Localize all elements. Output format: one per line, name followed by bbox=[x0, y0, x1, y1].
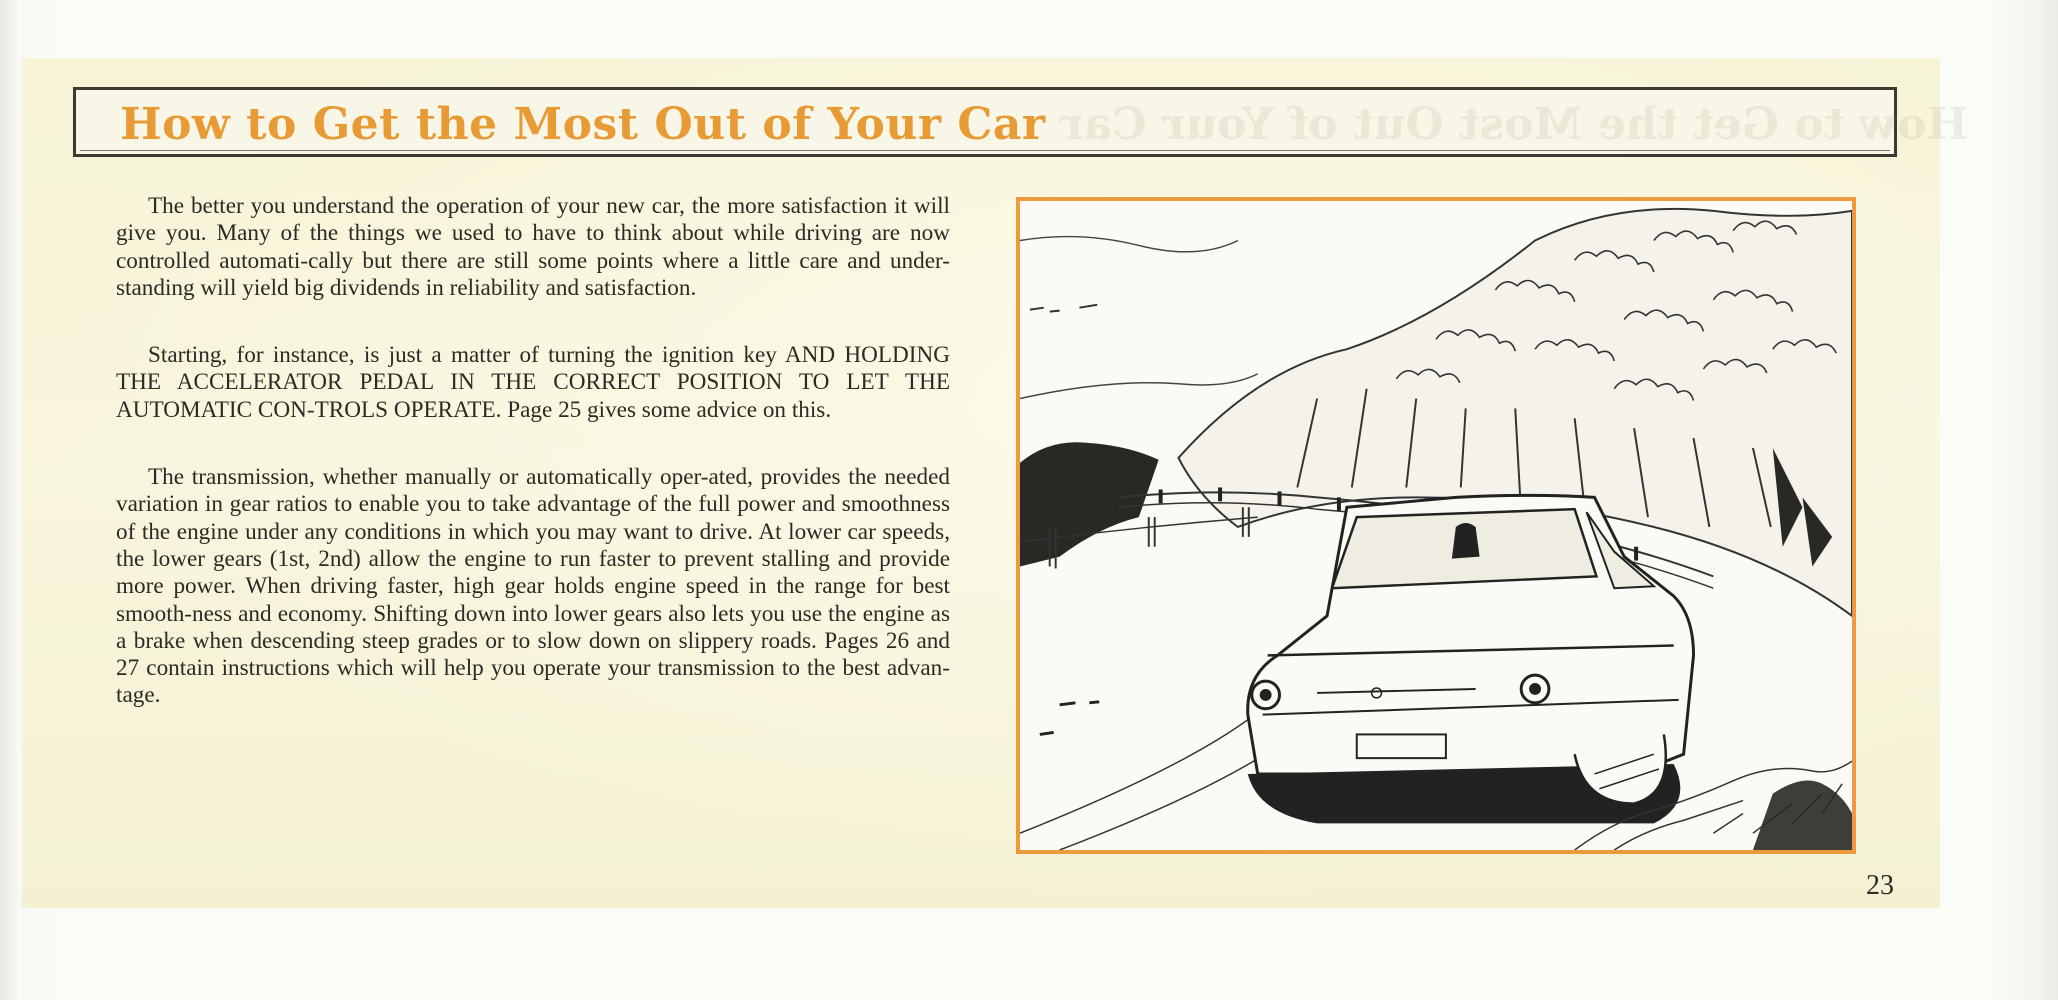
mountain-road-drawing bbox=[1020, 201, 1852, 850]
car-drawing bbox=[1248, 495, 1694, 823]
car-illustration bbox=[1016, 197, 1856, 854]
paragraph-transmission: The transmission, whether manually or automatically oper-ated, provides the needed variation in gear ratios to enable you to take advantage of the full power and smoothness of the engine under any conditions in which you may want to drive. At lower car speeds, the lower gears (1st, 2nd) allow the engine to run faster to prevent stalling and provide more power. When driving faster, high gear holds engine speed in the range for best smooth-ness and economy. Shifting down into lower gears also lets you use the engine as a brake when descending steep grades or to slow down on slippery roads. Pages 26 and 27 contain instructions which will help you operate your transmission to the best advan-tage. bbox=[116, 464, 950, 709]
bleed-through-title: How to Get the Most Out of Your Car bbox=[1060, 99, 1969, 150]
page-title: How to Get the Most Out of Your Car bbox=[120, 99, 1046, 150]
paragraph-starting: Starting, for instance, is just a matter of turning the ignition key AND HOLDING THE ACCELERATOR PEDAL IN THE CORRECT POSITION TO LET THE AUTOMATIC CON-TROLS OPERATE. Page 25 gives some advice on this. bbox=[116, 342, 950, 423]
body-text bbox=[116, 193, 950, 710]
paragraph-intro: The better you understand the operation of your new car, the more satisfaction it will give you. Many of the things we used to have to think about while driving are now controlled automati-cally but there are still some points where a little care and under-standing will yield big dividends in reliability and satisfaction. bbox=[116, 193, 950, 301]
page-number: 23 bbox=[1866, 870, 1894, 901]
title-frame-rule bbox=[80, 150, 1890, 151]
